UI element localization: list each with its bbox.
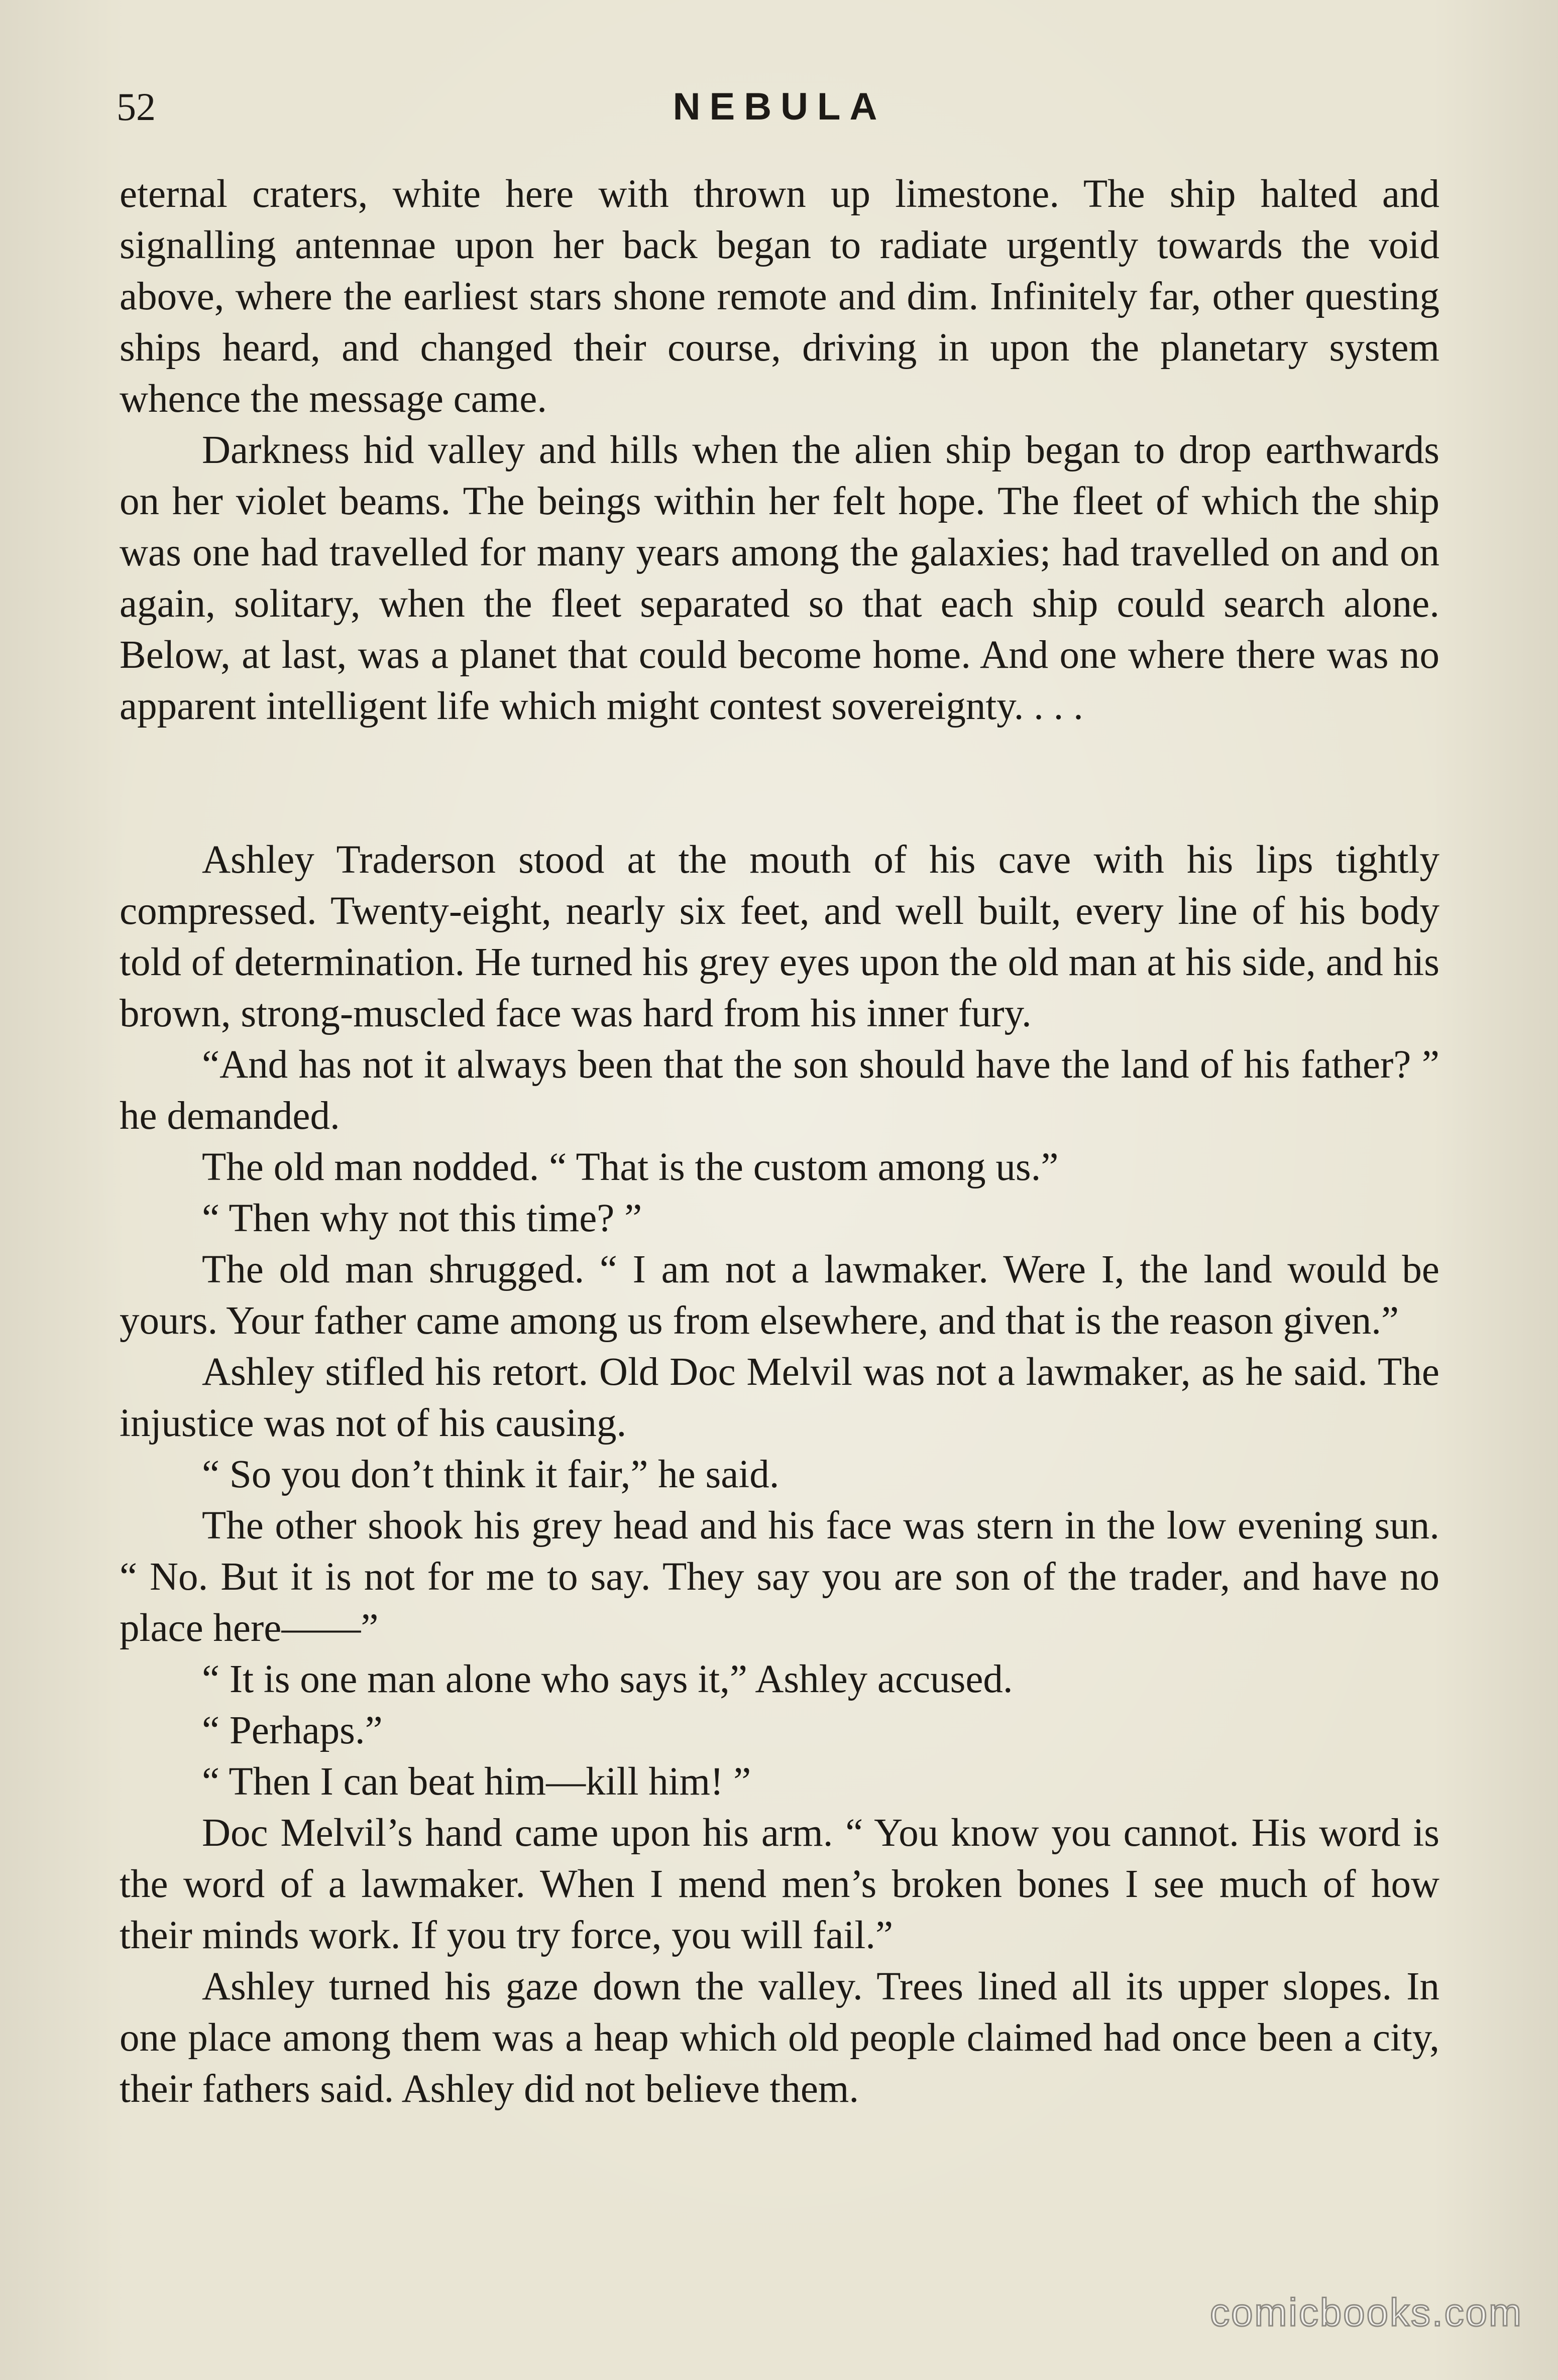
running-head: NEBULA [673,85,886,128]
paragraph: The other shook his grey head and his face was stern in the low evening sun. “ No. But it is not for me to say. They say you are son of the trader, and have no place here——” [120,1504,1439,1650]
paragraph: The old man nodded. “ That is the custom among us.” [202,1145,1059,1189]
paragraph: “And has not it always been that the son should have the land of his father? ” he demanded. [120,1043,1439,1138]
paragraph: The old man shrugged. “ I am not a lawmaker. Were I, the land would be yours. Your father came among us from elsewhere, and that is the reason given.” [120,1248,1439,1343]
paragraph: “ So you don’t think it fair,” he said. [202,1453,780,1496]
page-header [117,79,1442,135]
paragraph: eternal craters, white here with thrown up limestone. The ship halted and signalling antennae upon her back began to radiate urgently towards the void above, where the earliest stars shone remote and dim. Infinitely far, other questing ships heard, and changed their course, driving in upon the planetary system whence the message came. [120,172,1439,421]
paragraph: “ Then I can beat him—kill him! ” [202,1760,751,1804]
paragraph: Ashley Traderson stood at the mouth of his cave with his lips tightly compressed. Twenty-eight, nearly six feet, and well built, every line of his body told of determination. He turned his grey eyes upon the old man at his side, and his brown, strong-muscled face was hard from his inner fury. [120,838,1439,1035]
paragraph: Ashley turned his gaze down the valley. Trees lined all its upper slopes. In one place among them was a heap which old people claimed had once been a city, their fathers said. Ashley did not believe them. [120,1965,1439,2111]
paragraph: “ Then why not this time? ” [202,1197,642,1240]
paragraph: Darkness hid valley and hills when the alien ship began to drop earthwards on her violet beams. The beings within her felt hope. The fleet of which the ship was one had travelled for many years among the galaxies; had travelled on and on again, solitary, when the fleet separated so that each ship could search alone. Below, at last, was a planet that could become home. And one where there was no apparent intelligent life which might contest sovereignty. . . . [120,428,1439,728]
paragraph: “ It is one man alone who says it,” Ashley accused. [202,1657,1013,1701]
paragraph: Doc Melvil’s hand came upon his arm. “ You know you cannot. His word is the word of a lawmaker. When I mend men’s broken bones I see much of how their minds work. If you try force, you will fail.” [120,1811,1439,1957]
watermark: comicbooks.com [1210,2290,1523,2334]
section-break [120,732,1439,835]
paragraph: Ashley stifled his retort. Old Doc Melvil was not a lawmaker, as he said. The injustice was not of his causing. [120,1350,1439,1445]
page-number: 52 [117,85,156,129]
paragraph: “ Perhaps.” [202,1709,383,1752]
body-text [120,169,1439,2115]
